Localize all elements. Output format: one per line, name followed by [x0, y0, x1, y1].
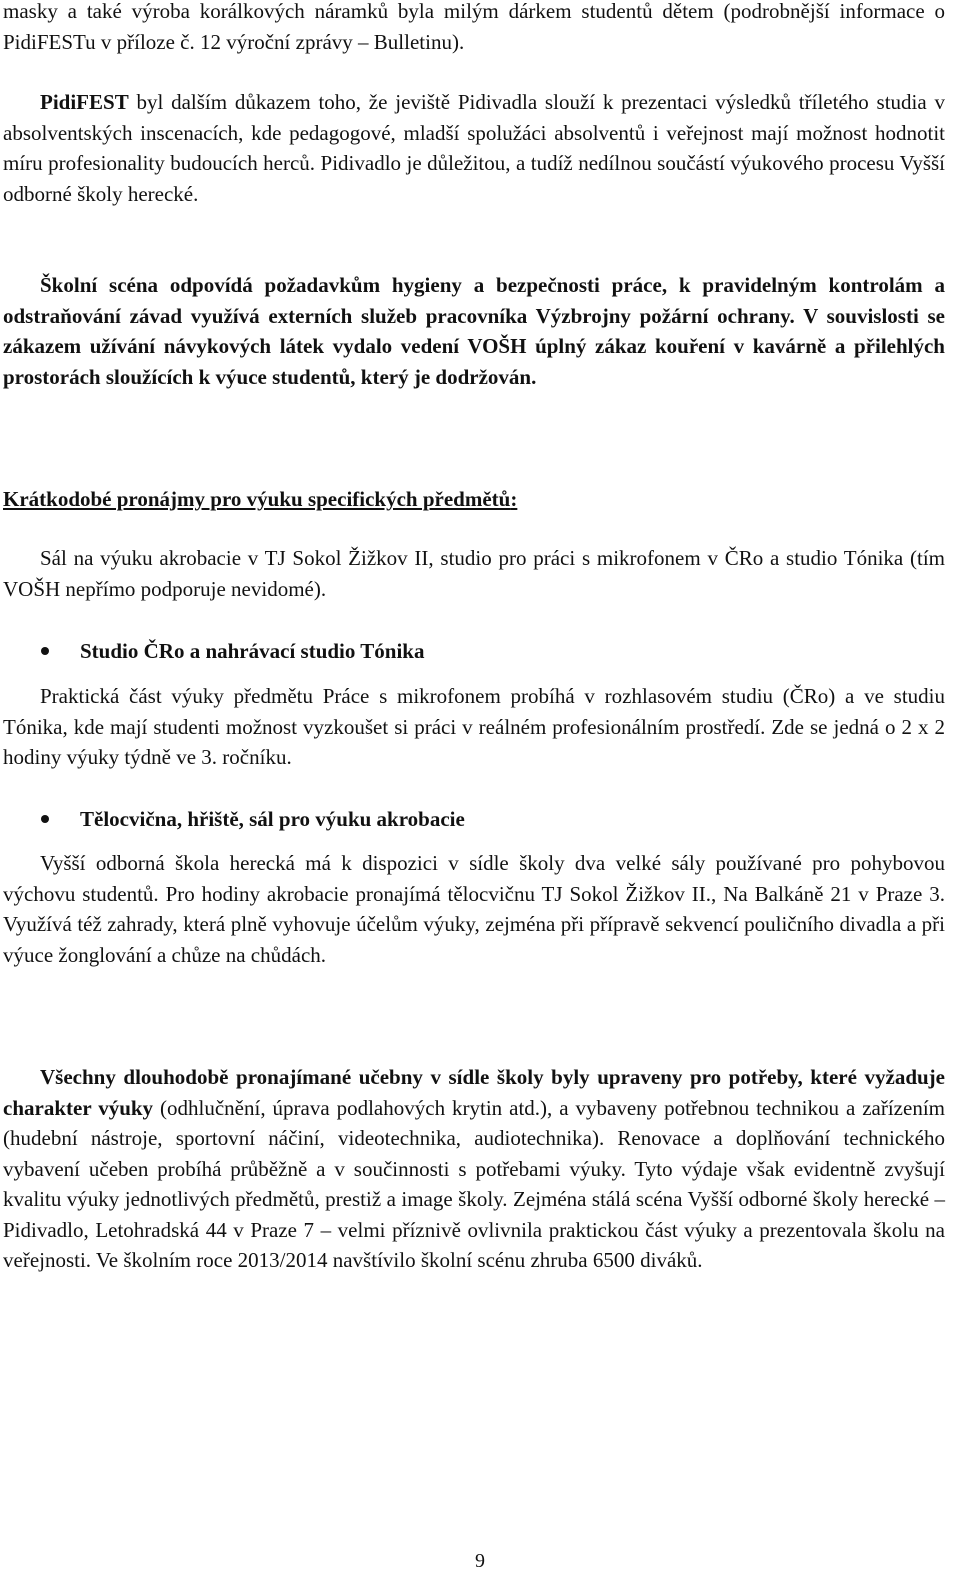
bullet-heading-gym: [3, 804, 465, 834]
short-rentals-heading: [3, 484, 517, 514]
intro-continued-paragraph: masky a také výroba korálkových náramků byla milým dárkem studentů dětem (podrobnější informace o PidiFESTu v příloze č. 12 výroční zprávy – Bulletinu).: [3, 0, 945, 54]
bullet-heading-studio-text: Studio ČRo a nahrávací studio Tónika: [80, 639, 425, 663]
pidifest-paragraph: [3, 87, 945, 209]
short-rentals-paragraph: Sál na výuku akrobacie v TJ Sokol Žižkov II, studio pro práci s mikrofonem v ČRo a studio Tónika (tím VOŠH nepřímo podporuje nevidomé).: [3, 546, 945, 601]
long-term-bold-text: Všechny dlouhodobě pronajímané učebny v sídle školy byly upraveny pro potřeby, které vyžaduje charakter výuky: [3, 1065, 945, 1120]
safety-paragraph: Školní scéna odpovídá požadavkům hygieny a bezpečnosti práce, k pravidelným kontrolám a odstraňování závad využívá externích služeb pracovníka Výzbrojny požární ochrany. V souvislosti se zákazem užívání návykových látek vydalo vedení VOŠH úplný zákaz kouření v kavárně a přilehlých prostorách sloužících k výuce studentů, který je dodržován.: [3, 273, 945, 389]
pidifest-text: byl dalším důkazem toho, že jeviště Pidivadla slouží k prezentaci výsledků tříletého studia v absolventských inscenacích, kde pedagogové, mladší spolužáci absolventů i veřejnost mají možnost hodnotit míru profesionality budoucích herců. Pidivadlo je důležitou, a tudíž nedílnou součástí výukového procesu Vyšší odborné školy herecké.: [3, 90, 945, 206]
page-number: 9: [475, 1550, 485, 1572]
studio-paragraph: Praktická část výuky předmětu Práce s mikrofonem probíhá v rozhlasovém studiu (ČRo) a ve studiu Tónika, kde mají studenti možnost vyzkoušet si práci v reálném profesionálním prostředí. Zde se jedná o 2 x 2 hodiny výuky týdně ve 3. ročníku.: [3, 684, 945, 769]
short-rentals-heading-colon: :: [510, 487, 518, 511]
bullet-heading-gym-text: Tělocvična, hřiště, sál pro výuku akrobacie: [80, 807, 465, 831]
short-rentals-heading-text: Krátkodobé pronájmy pro výuku specifických předmětů: [3, 487, 511, 511]
bullet-dot-icon: [41, 815, 49, 823]
bullet-heading-studio: [3, 636, 424, 666]
long-term-text: (odhlučnění, úprava podlahových krytin atd.), a vybaveny potřebnou technikou a zařízením (hudební nástroje, sportovní náčiní, videotechnika, audiotechnika). Renovace a doplňování technického vybavení učeben probíhá průběžně a v součinnosti s potřebami výuky. Tyto výdaje však evidentně zvyšují kvalitu výuky jednotlivých předmětů, prestiž a image školy. Zejména stálá scéna Vyšší odborné školy herecké – Pidivadlo, Letohradská 44 v Praze 7 – velmi příznivě ovlivnila praktickou část výuky a prezentovala školu na veřejnosti. Ve školním roce 2013/2014 navštívilo školní scénu zhruba 6500 diváků.: [3, 1095, 945, 1272]
bullet-dot-icon: [41, 647, 49, 655]
pidifest-name: PidiFEST: [40, 90, 129, 114]
long-term-paragraph: [3, 1062, 945, 1276]
gym-paragraph: Vyšší odborná škola herecká má k dispozici v sídle školy dva velké sály používané pro pohybovou výchovu studentů. Pro hodiny akrobacie pronajímá tělocvičnu TJ Sokol Žižkov II., Na Balkáně 21 v Praze 3. Využívá též zahrady, která plně vyhovuje účelům výuky, zejména při přípravě sekvencí pouličního divadla a při výuce žonglování a chůze na chůdách.: [3, 851, 945, 967]
